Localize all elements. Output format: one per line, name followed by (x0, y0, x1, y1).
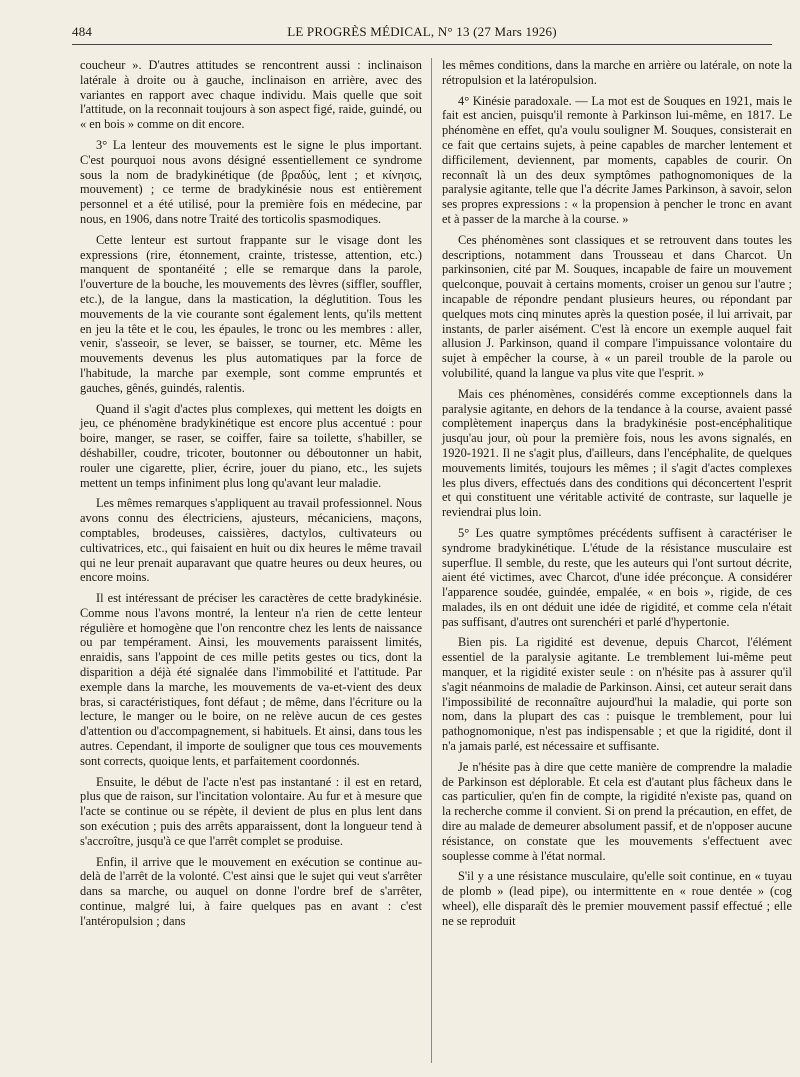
paragraph: Il est intéressant de préciser les caractères de cette bradykinésie. Comme nous l'avons montré, la lenteur n'a rien de cette lenteur régulière et homogène que l'on rencontre chez les lents de naissance ou par tempérament. Ainsi, les mouvements paraissent limités, enraidis, sans l'appoint de ces mille petits gestes ou tics, dont la disparition a déjà été signalée dans l'immobilité et l'attitude. Par exemple dans la marche, les mouvements de va-et-vient des deux bras, si caractéristiques, font défaut ; de même, dans l'écriture ou la lecture, le manger ou le boire, on ne relève aucun de ces gestes d'attention ou d'accompagnement, si habituels. Et ainsi, dans tous les autres. Cependant, il importe de souligner que tous ces mouvements sont corrects, quoique lents, et parfaitement coordonnés. (80, 591, 422, 768)
paragraph: Mais ces phénomènes, considérés comme exceptionnels dans la paralysie agitante, en dehors de la tendance à la course, avaient passé complètement inaperçus dans la bradykinésie post-encéphalitique jusqu'au jour, où pour la première fois, nous les avons signalés, en 1920-1921. Il ne s'agit plus, d'ailleurs, dans l'encéphalite, de quelques mouvements limités, toujours les mêmes ; il s'agit d'actes complexes les plus divers, effectués dans des conditions qui déconcertent l'esprit et qui constituent une véritable activité de contraste, sur laquelle je reviendrai plus loin. (442, 386, 792, 520)
right-column (442, 58, 792, 935)
paragraph: 4° Kinésie paradoxale. — La mot est de Souques en 1921, mais le fait est ancien, puisqu'il remonte à Parkinson lui-même, en 1817. Le phénomène en effet, qu'a voulu souligner M. Souques, consisterait en ce fait que certains sujets, à peine capables de marcher lentement et difficilement, deviennent, par moments, capables de courir. On reconnaît là un des deux symptômes pathognomoniques de la paralysie agitante, telle que l'a décrite James Parkinson, à savoir, selon ses propres expressions : « la propension à pencher le tronc en avant et à passer de la marche à la course. » (442, 93, 792, 226)
paragraph: Quand il s'agit d'actes plus complexes, qui mettent les doigts en jeu, ce phénomène bradykinétique est encore plus accentué : pour boire, manger, se raser, se coiffer, faire sa toilette, s'habiller, se déshabiller, coudre, tricoter, boutonner ou déboutonner un habit, rouler une cigarette, plier, écrire, jouer du piano, etc., les sujets mettent un temps infiniment plus long qu'avant leur maladie. (80, 401, 422, 490)
paragraph: Bien pis. La rigidité est devenue, depuis Charcot, l'élément essentiel de la paralysie agitante. Le tremblement lui-même peut manquer, et la rigidité exister seule : on n'hésite pas à assurer qu'il s'agit néanmoins de maladie de Parkinson. Ainsi, cet auteur serait dans l'impossibilité de reconnaître aujourd'hui la maladie, qui porte son nom, dans la plupart des cas : puisque le tremblement, pour lui pathognomonique, n'est pas indispensable ; et que la rigidité, dont il n'a jamais parlé, est nécessaire et suffisante. (442, 635, 792, 754)
left-column (80, 58, 422, 935)
paragraph: Je n'hésite pas à dire que cette manière de comprendre la maladie de Parkinson est déplorable. Et cela est d'autant plus fâcheux dans le cas particulier, qu'en fin de compte, la rigidité n'existe pas, quand on la recherche comme il convient. Si on prend la précaution, en effet, de dire au malade de demeurer absolument passif, et de n'opposer aucune résistance, on constate que les mouvements s'effectuent avec souplesse comme à l'état normal. (442, 759, 792, 863)
column-divider (431, 58, 432, 1063)
paragraph: les mêmes conditions, dans la marche en arrière ou latérale, on note la rétropulsion et la latéropulsion. (442, 58, 792, 87)
paragraph: Ces phénomènes sont classiques et se retrouvent dans toutes les descriptions, notamment dans Trousseau et dans Charcot. Un parkinsonien, cité par M. Souques, incapable de faire un mouvement quelconque, pouvait à certains moments, croiser un genou sur l'autre ; incapable de répondre pendant plusieurs heures, ou répondant par quelques mots cinq minutes après la question posée, il lui arrivait, par instants, de parler aisément. C'est là encore un exemple auquel fait allusion J. Parkinson, quand il compare l'impuissance volontaire du sujet à empêcher la course, à « un pareil trouble de la parole ou volubilité, quand la langue va plus vite que l'esprit. » (442, 232, 792, 380)
paragraph: 5° Les quatre symptômes précédents suffisent à caractériser le syndrome bradykinétique. L'étude de la résistance musculaire est superflue. Il semble, du reste, que les auteurs qui l'ont surtout décrite, aient été victimes, avec Charcot, d'une idée préconçue. A considérer l'apparence soudée, guindée, empalée, « en bois », rigide, de ces malades, ils en ont déduit une idée de rigidité, et comme cela n'était pas suffisant, d'autres ont surenchéri et parlé d'hypertonie. (442, 525, 792, 629)
page-header (72, 22, 772, 45)
paragraph: 3° La lenteur des mouvements est le signe le plus important. C'est pourquoi nous avons désigné essentiellement ce syndrome sous la nom de bradykinétique (de βραδύς, lent ; et κίνησις, mouvement) ; ce terme de bradykinésie nous est entièrement personnel et a été utilisé, pour la première fois en médecine, par nous, en 1906, dans notre Traité des torticolis spasmodiques. (80, 137, 422, 226)
page-number: 484 (72, 24, 93, 39)
journal-header: LE PROGRÈS MÉDICAL, N° 13 (27 Mars 1926) (287, 24, 557, 39)
paragraph: S'il y a une résistance musculaire, qu'elle soit continue, en « tuyau de plomb » (lead pipe), ou intermittente en « roue dentée » (cog wheel), elle disparaît dès le premier mouvement passif effectué ; elle ne se reproduit (442, 869, 792, 928)
paragraph: Enfin, il arrive que le mouvement en exécution se continue au-delà de l'arrêt de la volonté. C'est ainsi que le sujet qui veut s'arrêter dans sa marche, ou auquel on donne l'ordre bref de s'arrêter, continue, malgré lui, à faire quelques pas en avant : c'est l'antéropulsion ; dans (80, 854, 422, 928)
paragraph: Cette lenteur est surtout frappante sur le visage dont les expressions (rire, étonnement, crainte, tristesse, attention, etc.) manquent de spontanéité ; elle se remarque dans la parole, l'ouverture de la bouche, les mouvements des lèvres (siffler, souffler, etc.), de la langue, dans la mastication, la déglutition. Tous les mouvements de la vie courante sont également lents, qu'ils mettent en jeu la tête et le cou, les épaules, le tronc ou les membres : aller, venir, s'asseoir, se lever, se baisser, se tourner, etc. Même les mouvements devenus les plus automatiques par la force de l'habitude, la marche par exemple, sont comme empruntés et gauches, gênés, guindés, ralentis. (80, 232, 422, 395)
paragraph: Ensuite, le début de l'acte n'est pas instantané : il est en retard, plus que de raison, sur l'incitation volontaire. Au fur et à mesure que l'acte se continue ou se répète, il devient de plus en plus lent dans son exécution ; puis des arrêts apparaissent, dont la longueur tend à s'accroître, jusqu'à ce que l'arrêt complet se produise. (80, 774, 422, 848)
paragraph: Les mêmes remarques s'appliquent au travail professionnel. Nous avons connu des électriciens, ajusteurs, mécaniciens, maçons, comptables, brodeuses, caissières, dactylos, cultivateurs ou cultivatrices, etc., qui faisaient en huit ou dix heures le même travail qui ne leur prenait auparavant que quatre heures ou deux heures, ou encore moins. (80, 496, 422, 585)
paragraph: coucheur ». D'autres attitudes se rencontrent aussi : inclinaison latérale à droite ou à gauche, inclinaison en arrière, avec des variantes en rapport avec chaque individu. Mais quelle que soit l'attitude, on la reconnait toujours à son aspect figé, raide, guindé, ou « en bois » comme on dit encore. (80, 58, 422, 132)
